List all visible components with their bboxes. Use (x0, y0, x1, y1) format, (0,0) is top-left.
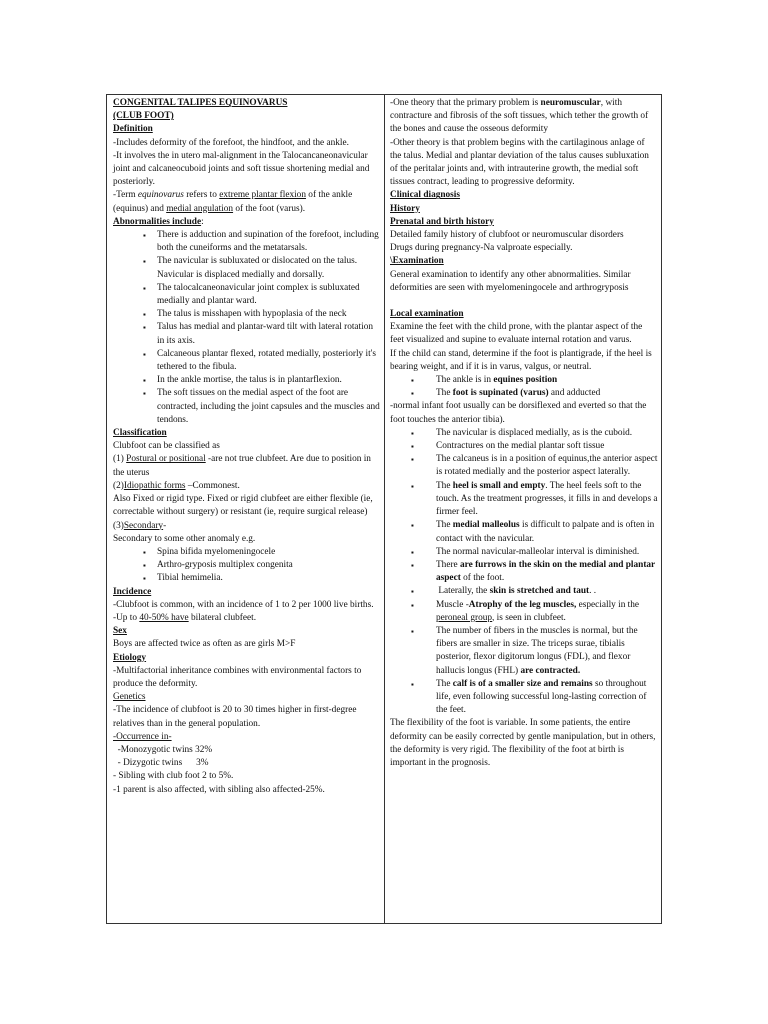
etiology-text: -Multifactorial inheritance combines with environmental factors to produce the deformity. (113, 665, 362, 689)
classification-1 (113, 453, 381, 479)
prenatal-text-1: Detailed family history of clubfoot or neuromuscular disorders (390, 230, 624, 241)
text-run: refers to (183, 190, 220, 201)
text-run: - (163, 520, 167, 531)
text-run: , with contracture and fibrosis of the soft tissues, which tether the growth of the bones and cause the osseous deformity (390, 98, 649, 135)
term-furrows: are furrows in the skin on the medial and plantar aspect (436, 559, 656, 584)
title-line-1: CONGENITAL TALIPES EQUINOVARUS (113, 98, 288, 108)
text-run: –Commonest. (185, 480, 240, 491)
text-run: The (436, 388, 453, 399)
list-item: ▪ Tibial hemimelia. (113, 572, 381, 585)
term-neuromuscular: neuromuscular (540, 98, 601, 108)
text-run: The (436, 678, 453, 689)
term-medial-angulation: medial angulation (166, 203, 234, 214)
right-column (385, 95, 661, 923)
list-item: ▪ The talocalcaneonavicular joint complex is subluxated medially and plantar ward. (113, 282, 381, 308)
definition-heading: Definition (113, 124, 153, 135)
term-skin-taut: skin is stretched and taut (489, 586, 590, 597)
local-exam-text-2: If the child can stand, determine if the foot is plantigrade, if the heel is bearing weight, and if it is in varus, valgus, or neutral. (390, 348, 652, 372)
clinical-diagnosis-heading: Clinical diagnosis (390, 190, 461, 201)
list-item (390, 559, 658, 585)
text-run: The (436, 520, 453, 531)
theory-1 (390, 97, 658, 137)
occurrence-parent: -1 parent is also affected, with sibling also affected-25%. (113, 784, 325, 795)
definition-text-2: -It involves the in utero mal-alignment in the Talocancaneonavicular joint and calcaneocuboid joints and soft tissue shortening medial and posteriorly. (113, 150, 370, 188)
text-run: especially in the (576, 599, 640, 610)
occurrence-sibling: - Sibling with club foot 2 to 5%. (113, 771, 234, 782)
text-run: -One theory that the primary problem is (390, 98, 541, 108)
sex-heading: Sex (113, 626, 127, 637)
list-item: ▪ The navicular is displaced medially, as is the cuboid. (390, 427, 658, 440)
text-run: The ankle is in (436, 375, 494, 386)
text-run: . The heel feels soft to the touch. As the treatment progresses, it fills in and develops a firmer feel. (436, 480, 658, 518)
text-run: of the ankle (equinus) and (113, 190, 353, 214)
term-calf: calf is of a smaller size and remains (452, 678, 593, 689)
text-run: and adducted (548, 388, 601, 399)
text-run: Muscle - (436, 599, 469, 610)
local-exam-heading: Local examination (390, 309, 464, 320)
list-item: ▪ The calcaneus is in a position of equinus,the anterior aspect is rotated medially and the posterior aspect laterally. (390, 453, 658, 479)
text-run: (2) (113, 480, 124, 491)
text-run: There (436, 559, 461, 570)
term-plantar-flexion: extreme plantar flexion (219, 190, 306, 201)
text-run: Laterally, the (436, 586, 490, 597)
prenatal-text-2: Drugs during pregnancy-Na valproate especially. (390, 243, 573, 254)
local-signs-list-b (390, 427, 658, 717)
classification-intro: Clubfoot can be classified as (113, 441, 220, 452)
prenatal-heading: Prenatal and birth history (390, 216, 494, 227)
term-idiopathic: Idiopathic forms (123, 480, 186, 491)
list-item: ▪ The navicular is subluxated or dislocated on the talus. Navicular is displaced medially and dorsally. (113, 255, 381, 281)
list-item (390, 480, 658, 520)
text-run: The (436, 480, 453, 491)
list-item: ▪ Spina bifida myelomeningocele (113, 546, 381, 559)
notes-table (106, 94, 662, 924)
term-equinovarus: equinovarus (137, 190, 184, 201)
incidence-text-2 (113, 612, 381, 625)
examination-heading: \Examination (390, 256, 444, 267)
list-item (390, 599, 658, 625)
text-run: . . (589, 586, 597, 597)
list-item: ▪ Talus has medial and plantar-ward tilt with lateral rotation in its axis. (113, 321, 381, 347)
term-atrophy: Atrophy of the leg muscles, (468, 599, 577, 610)
list-item (390, 387, 658, 400)
classification-3-text: Secondary to some other anomaly e.g. (113, 533, 256, 544)
local-exam-text-1: Examine the feet with the child prone, with the plantar aspect of the feet visualized and supine to evaluate internal rotation and varus. (390, 322, 643, 346)
text-run: -are not true clubfeet. Are due to position in the uterus (113, 454, 371, 478)
list-item: ▪ The soft tissues on the medial aspect of the foot are contracted, including the joint capsules and the muscles and tendons. (113, 387, 381, 427)
term-heel: heel is small and empty (452, 480, 546, 491)
title-line-2: (CLUB FOOT) (113, 111, 174, 122)
classification-heading: Classification (113, 428, 167, 439)
incidence-heading: Incidence (113, 586, 152, 597)
occurrence-monozygotic: -Monozygotic twins 32% (113, 744, 213, 755)
list-item: ▪ Calcaneous plantar flexed, rotated medially, posteriorly it's tethered to the fibula. (113, 348, 381, 374)
abnormalities-heading (113, 216, 381, 229)
etiology-heading: Etiology (113, 652, 147, 663)
text-run: of the foot (varus). (233, 203, 306, 214)
list-item: ▪ The talus is misshapen with hypoplasia of the neck (113, 308, 381, 321)
local-signs-list-a (390, 374, 658, 400)
incidence-text-1: -Clubfoot is common, with an incidence of 1 to 2 per 1000 live births. (113, 599, 374, 610)
list-item: ▪ In the ankle mortise, the talus is in plantarflexion. (113, 374, 381, 387)
classification-2 (113, 480, 381, 493)
list-item (390, 374, 658, 387)
text-run: is difficult to palpate and is often in contact with the navicular. (436, 520, 655, 544)
list-item (390, 585, 658, 598)
list-item: ▪ Contractures on the medial plantar soft tissue (390, 440, 658, 453)
normal-foot-note: -normal infant foot usually can be dorsiflexed and everted so that the foot touches the anterior tibia). (390, 401, 647, 425)
theory-2: -Other theory is that problem begins with the cartilaginous anlage of the talus. Medial and plantar deviation of the talus causes subluxation of the peritalar joints and, with intrauterine growth, the medial soft tissues contract, leading to progressive deformity. (390, 137, 649, 188)
text-run: -Term (113, 190, 138, 201)
left-column (107, 95, 385, 923)
list-item (390, 519, 658, 545)
sex-text: Boys are affected twice as often as are girls M>F (113, 639, 296, 650)
text-run: (3) (113, 520, 124, 531)
genetics-heading: Genetics (113, 692, 146, 703)
spacer (390, 295, 658, 308)
list-item (390, 625, 658, 678)
term-contracted: are contracted. (520, 665, 581, 676)
occurrence-heading: -Occurrence in- (113, 731, 172, 742)
text-run: -Up to (113, 612, 140, 623)
term-peroneal: peroneal group (436, 612, 493, 623)
text-run: of the foot. (460, 573, 505, 584)
term-bilateral-rate: 40-50% have (139, 612, 189, 623)
secondary-list (113, 546, 381, 586)
history-heading: History (390, 203, 420, 214)
term-equines: equines position (493, 375, 558, 386)
text-run: (1) (113, 454, 127, 465)
list-item (390, 678, 658, 718)
abnormalities-list (113, 229, 381, 427)
text-run: , is seen in clubfeet. (492, 612, 566, 623)
list-item: ▪ Arthro-gryposis multiplex congenita (113, 559, 381, 572)
definition-text-1: -Includes deformity of the forefoot, the hindfoot, and the ankle. (113, 137, 349, 148)
classification-2-text: Also Fixed or rigid type. Fixed or rigid clubfeet are either flexible (ie, correctable without surgery) or resistant (ie, require surgical release) (113, 494, 373, 518)
genetics-text: -The incidence of clubfoot is 20 to 30 times higher in first-degree relatives than in the general population. (113, 705, 357, 729)
examination-text: General examination to identify any other abnormalities. Similar deformities are seen with myelomeningocele and arthrogryposis (390, 269, 631, 293)
text-run: : (201, 216, 204, 227)
text-run: bilateral clubfeet. (188, 612, 257, 623)
list-item: ▪ The normal navicular-malleolar interval is diminished. (390, 546, 658, 559)
flexibility-text: The flexibility of the foot is variable. In some patients, the entire deformity can be easily corrected by gentle manipulation, but in others, the deformity is very rigid. The flexibility of the foot at birth is important in the prognosis. (390, 718, 656, 768)
abnormalities-heading-text: Abnormalities include (113, 216, 202, 227)
list-item: ▪ There is adduction and supination of the forefoot, including both the cuneiforms and the metatarsals. (113, 229, 381, 255)
term-supinated: foot is supinated (varus) (452, 388, 549, 399)
occurrence-dizygotic: - Dizygotic twins 3% (113, 758, 209, 769)
classification-3 (113, 520, 381, 533)
term-postural: Postural or positional (126, 454, 206, 465)
term-malleolus: medial malleolus (452, 520, 520, 531)
term-secondary: Secondary (123, 520, 164, 531)
text-run: so throughout life, even following successful long-lasting correction of the feet. (436, 678, 647, 716)
text-run: The number of fibers in the muscles is normal, but the fibers are smaller in size. The triceps surae, tibialis posterior, flexor digitorum longus (FDL), and flexor hallucis longus (FHL) (436, 625, 638, 676)
definition-text-3 (113, 189, 381, 215)
